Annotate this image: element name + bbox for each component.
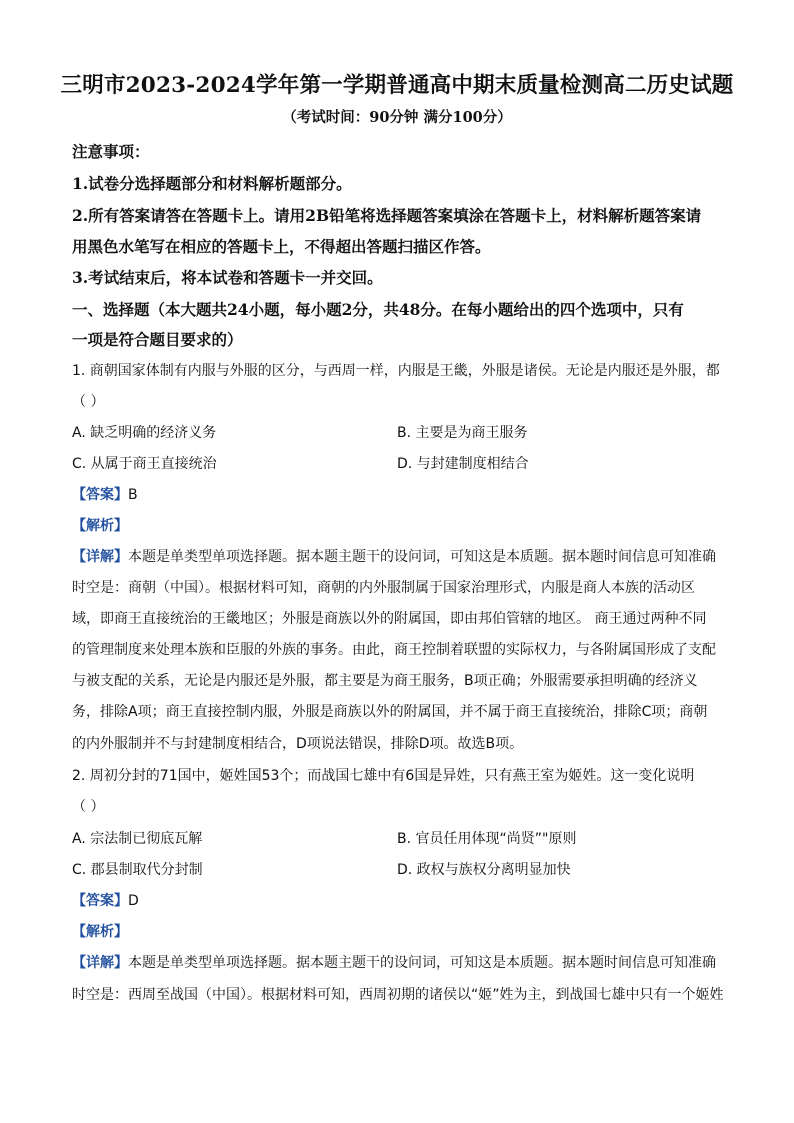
question-1-paren: （ ） (72, 394, 105, 410)
question-1-option-a: A. 缺乏明确的经济义务 (72, 425, 217, 441)
notice-item: 1.试卷分选择题部分和材料解析题部分。 (72, 174, 352, 193)
notice-item: 3.考试结束后，将本试卷和答题卡一并交回。 (72, 268, 383, 287)
notice-item: 2.所有答案请答在答题卡上。请用2B铅笔将选择题答案填涂在答题卡上，材料解析题答案请 (72, 206, 702, 225)
answer-label: 【答案】 (72, 893, 128, 909)
question-1-answer (72, 484, 724, 504)
detail-label: 【详解】 (72, 955, 128, 971)
answer-label: 【答案】 (72, 487, 128, 503)
analysis-label: 【解析】 (72, 924, 128, 940)
question-2-option-b: B. 官员任用体现“尚贤”"原则 (397, 831, 577, 847)
question-1-analysis (72, 515, 724, 535)
question-1-option-c: C. 从属于商王直接统治 (72, 456, 217, 472)
detail-label: 【详解】 (72, 549, 128, 565)
question-1-detail-line: 域，即商王直接统治的王畿地区；外服是商族以外的附属国，即由邦伯管辖的地区。 商王通过两种不同 (72, 611, 707, 627)
exam-subtitle: （考试时间：90分钟 满分100分） (282, 109, 512, 126)
question-1-option-b: B. 主要是为商王服务 (397, 425, 528, 441)
analysis-label: 【解析】 (72, 518, 128, 534)
question-2-detail-line: 时空是：西周至战国（中国）。根据材料可知，西周初期的诸侯以“姬”姓为主，到战国七雄中只有一个姬姓 (72, 987, 724, 1003)
page-title: 三明市2023-2024学年第一学期普通高中期末质量检测高二历史试题 (60, 73, 734, 98)
question-1-detail-line: 与被支配的关系，无论是内服还是外服，都主要是为商王服务，B项正确；外服需要承担明确的经济义 (72, 673, 698, 689)
question-1-detail-line: 的内外服制并不与封建制度相结合，D项说法错误，排除D项。故选B项。 (72, 736, 524, 752)
section-heading: 一、选择题（本大题共24小题，每小题2分，共48分。在每小题给出的四个选项中，只有 (72, 300, 684, 319)
question-1-detail-line: 的管理制度来处理本族和臣服的外族的事务。由此，商王控制着联盟的实际权力，与各附属国形成了支配 (72, 642, 716, 658)
question-2-option-a: A. 宗法制已彻底瓦解 (72, 831, 203, 847)
question-2-answer (72, 890, 724, 910)
question-2-paren: （ ） (72, 799, 105, 815)
question-1-detail-line: 【详解】本题是单类型单项选择题。据本题主题干的设问词，可知这是本质题。据本题时间信息可知准确 (72, 549, 716, 565)
question-2-detail-line: 【详解】本题是单类型单项选择题。据本题主题干的设问词，可知这是本质题。据本题时间信息可知准确 (72, 955, 716, 971)
question-2-option-c: C. 郡县制取代分封制 (72, 862, 203, 878)
answer-value: D (128, 893, 139, 909)
question-1-detail-line: 时空是：商朝（中国）。根据材料可知，商朝的内外服制属于国家治理形式，内服是商人本族的活动区 (72, 580, 695, 596)
notice-item: 用黑色水笔写在相应的答题卡上，不得超出答题扫描区作答。 (72, 237, 491, 256)
question-2-analysis (72, 921, 724, 941)
question-1-stem: 1. 商朝国家体制有内服与外服的区分，与西周一样，内服是王畿，外服是诸侯。无论是内服还是外服，都 (72, 363, 720, 379)
question-2-stem: 2. 周初分封的71国中，姬姓国53个；而战国七雄中有6国是异姓，只有燕王室为姬姓。这一变化说明 (72, 768, 695, 784)
question-2-option-d: D. 政权与族权分离明显加快 (397, 862, 571, 878)
notice-heading: 注意事项： (72, 142, 150, 161)
question-1-option-d: D. 与封建制度相结合 (397, 456, 529, 472)
answer-value: B (128, 487, 138, 503)
section-heading-cont: 一项是符合题目要求的） (72, 330, 243, 349)
question-1-detail-line: 务，排除A项；商王直接控制内服，外服是商族以外的附属国，并不属于商王直接统治，排除C项；商朝 (72, 704, 708, 720)
